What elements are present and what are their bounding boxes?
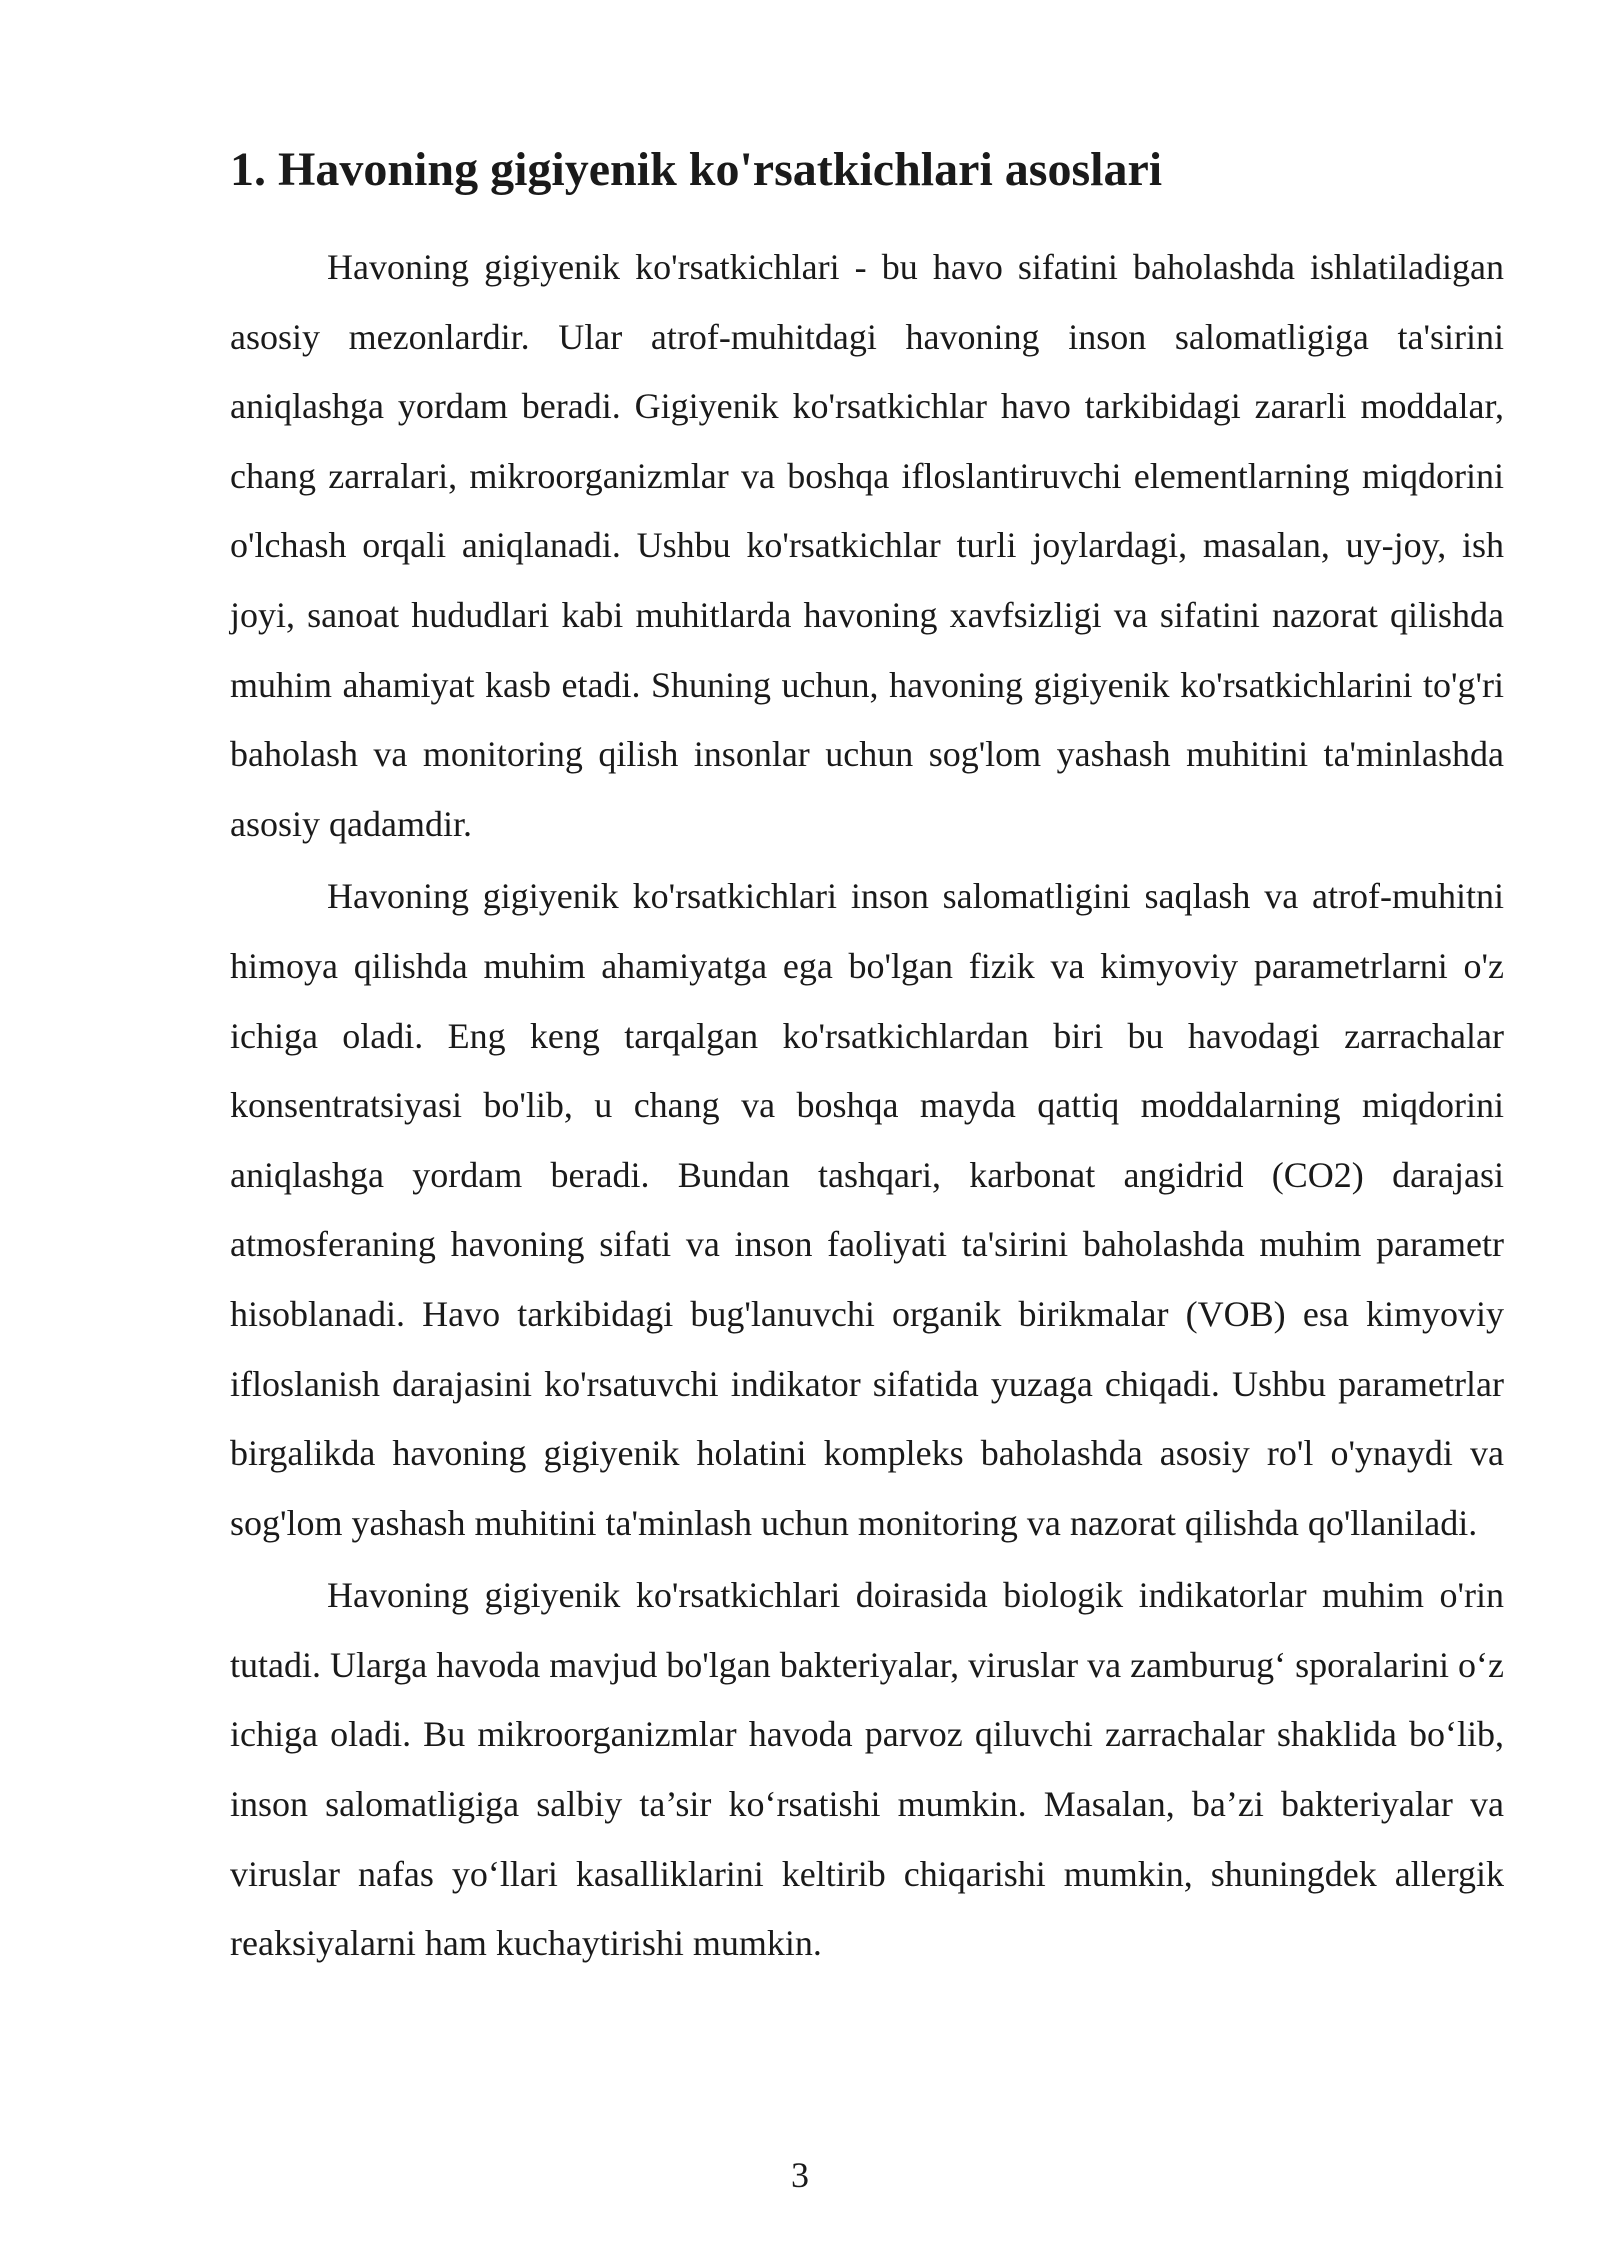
page-number: 3 — [791, 2155, 809, 2195]
paragraph-3: Havoning gigiyenik ko'rsatkichlari doirasida biologik indikatorlar muhim o'rin tutadi. Ularga havoda mavjud bo'lgan bakteriyalar, viruslar va zamburug‘ sporalarini o‘z ichiga oladi. Bu mikroorganizmlar havoda parvoz qiluvchi zarrachalar shaklida bo‘lib, inson salomatligiga salbiy ta’sir ko‘rsatishi mumkin. Masalan, ba’zi bakteriyalar va viruslar nafas yo‘llari kasalliklarini keltirib chiqarishi mumkin, shuningdek allergik reaksiyalarni ham kuchaytirishi mumkin. — [230, 1575, 1504, 1964]
paragraph-1: Havoning gigiyenik ko'rsatkichlari - bu havo sifatini baholashda ishlatiladigan asosiy mezonlardir. Ular atrof-muhitdagi havoning inson salomatligiga ta'sirini aniqlashga yordam beradi. Gigiyenik ko'rsatkichlar havo tarkibidagi zararli moddalar, chang zarralari, mikroorganizmlar va boshqa ifloslantiruvchi elementlarning miqdorini o'lchash orqali aniqlanadi. Ushbu ko'rsatkichlar turli joylardagi, masalan, uy-joy, ish joyi, sanoat hududlari kabi muhitlarda havoning xavfsizligi va sifatini nazorat qilishda muhim ahamiyat kasb etadi. Shuning uchun, havoning gigiyenik ko'rsatkichlarini to'g'ri baholash va monitoring qilish insonlar uchun sog'lom yashash muhitini ta'minlashda asosiy qadamdir. — [230, 247, 1504, 844]
paragraph-2: Havoning gigiyenik ko'rsatkichlari inson salomatligini saqlash va atrof-muhitni himoya qilishda muhim ahamiyatga ega bo'lgan fizik va kimyoviy parametrlarni o'z ichiga oladi. Eng keng tarqalgan ko'rsatkichlardan biri bu havodagi zarrachalar konsentratsiyasi bo'lib, u chang va boshqa mayda qattiq moddalarning miqdorini aniqlashga yordam beradi. Bundan tashqari, karbonat angidrid (CO2) darajasi atmosferaning havoning sifati va inson faoliyati ta'sirini baholashda muhim parametr hisoblanadi. Havo tarkibidagi bug'lanuvchi organik birikmalar (VOB) esa kimyoviy ifloslanish darajasini ko'rsatuvchi indikator sifatida yuzaga chiqadi. Ushbu parametrlar birgalikda havoning gigiyenik holatini kompleks baholashda asosiy ro'l o'ynaydi va sog'lom yashash muhitini ta'minlash uchun monitoring va nazorat qilishda qo'llaniladi. — [230, 876, 1504, 1543]
body-text — [230, 233, 1504, 1982]
section-heading: 1. Havoning gigiyenik ko'rsatkichlari asoslari — [230, 143, 1163, 196]
